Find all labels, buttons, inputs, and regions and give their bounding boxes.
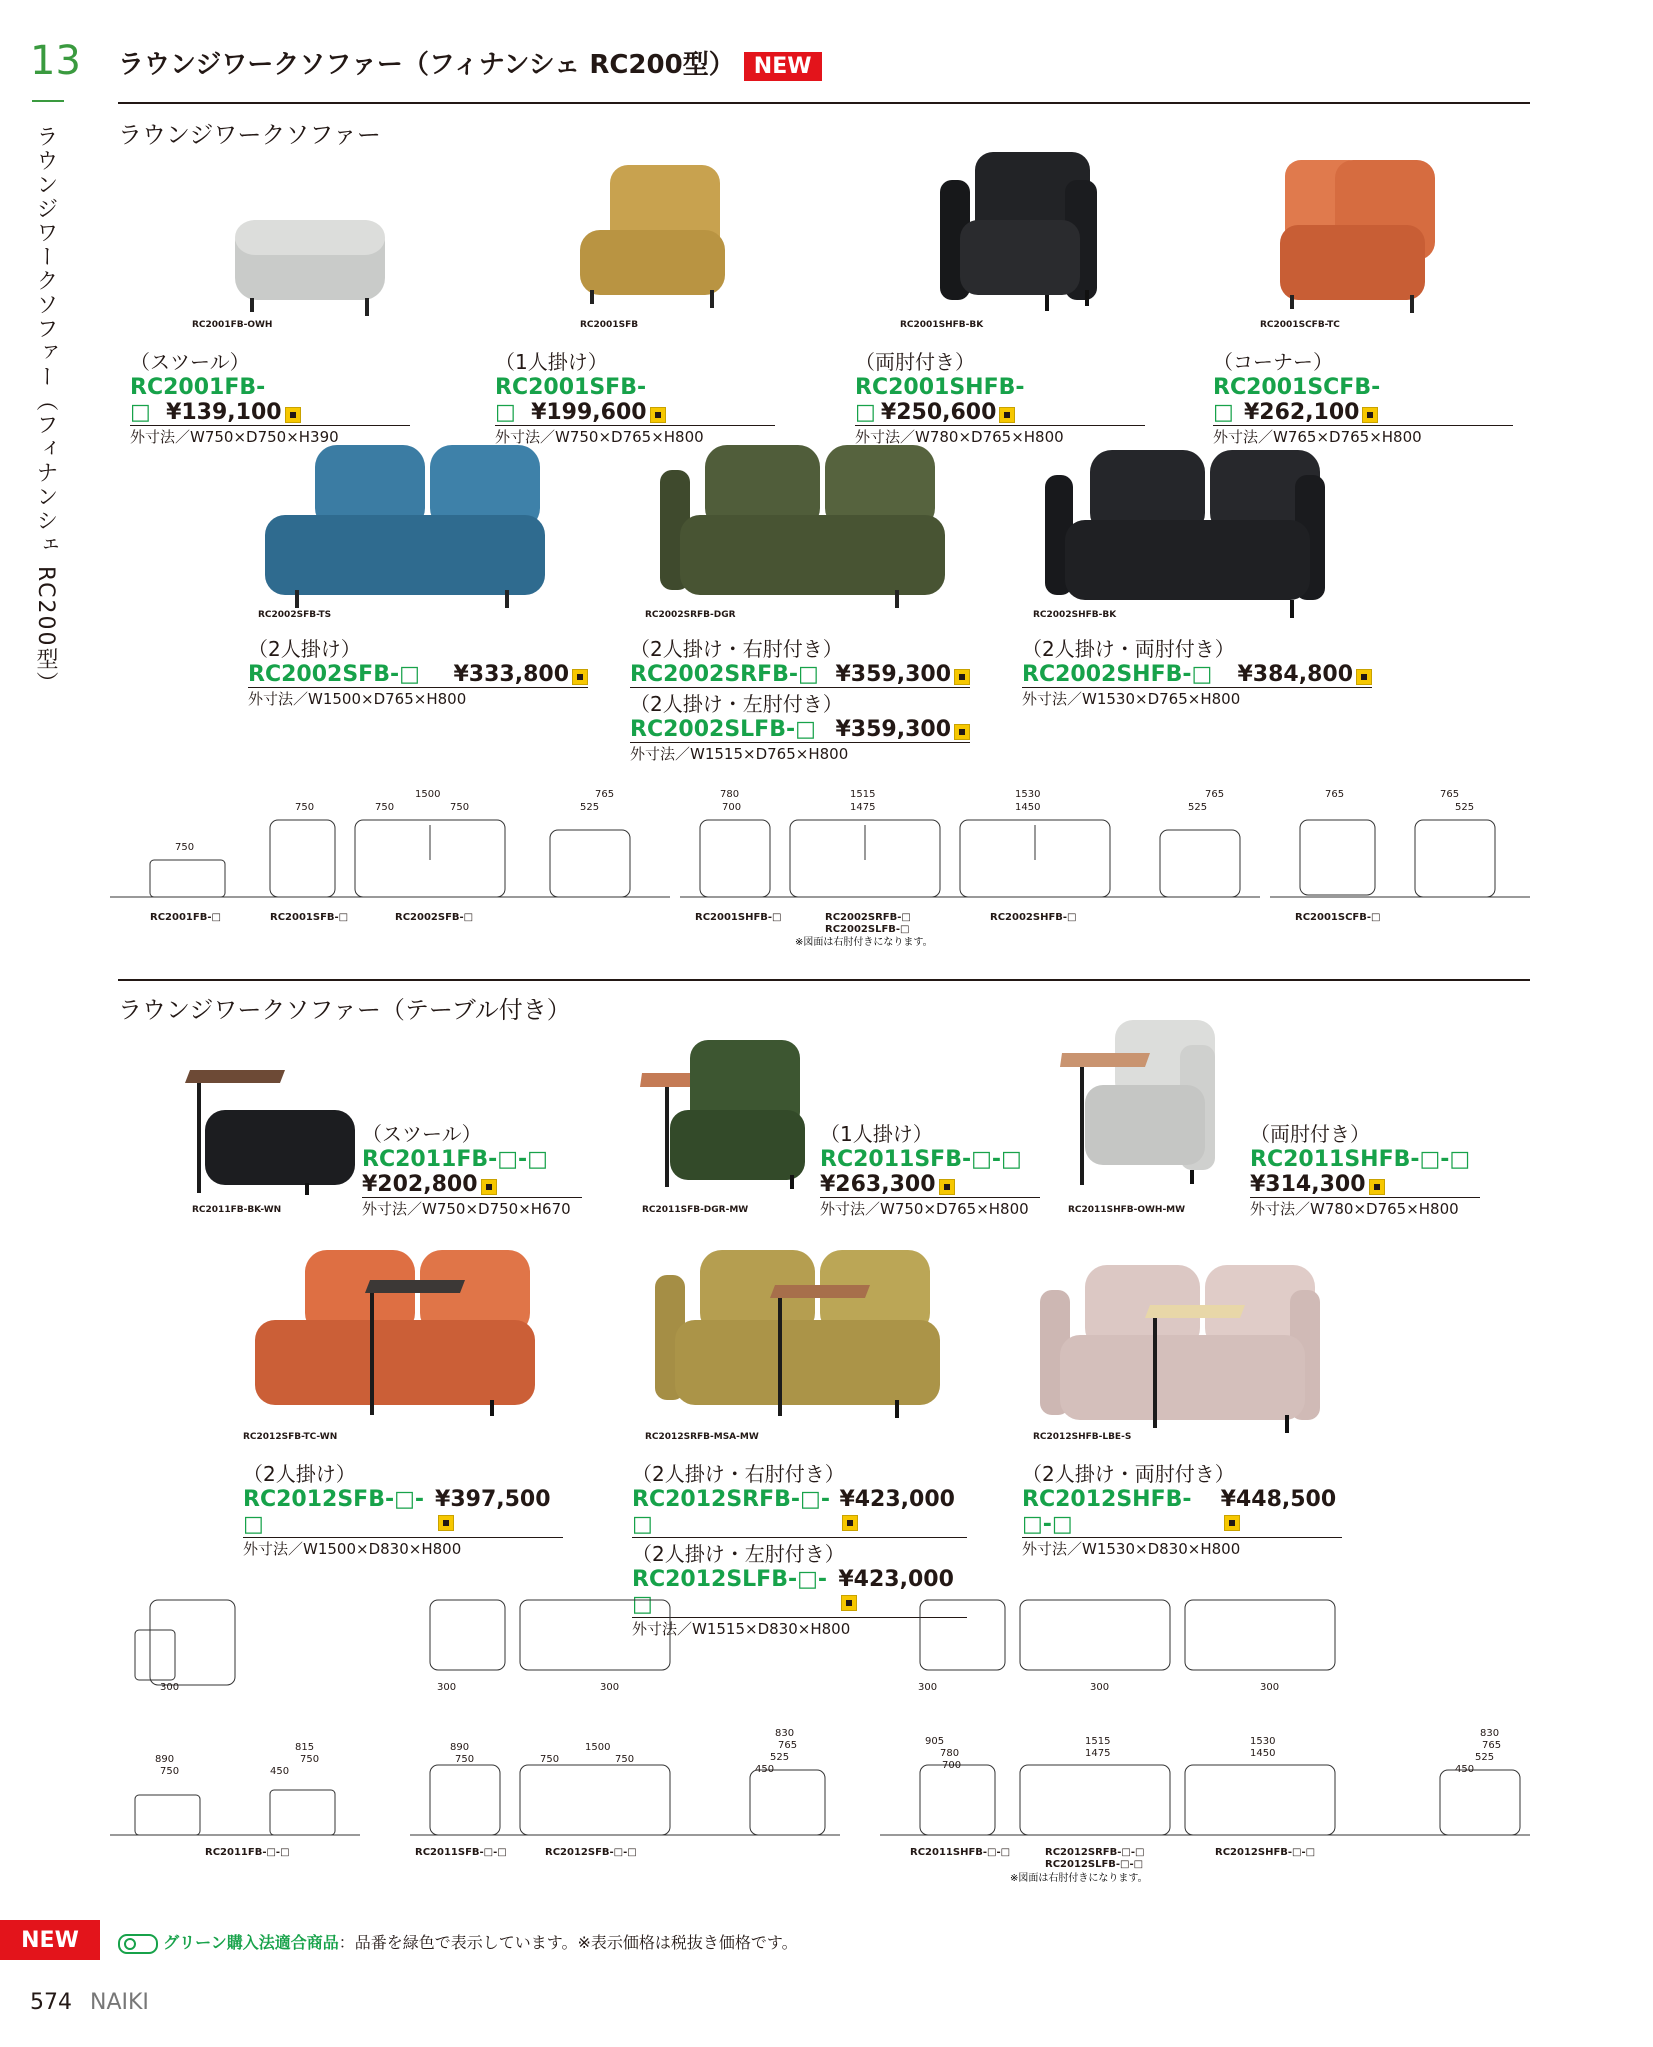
green-purchase-icon: [118, 1934, 158, 1954]
product-type: （2人掛け・左肘付き）: [632, 1542, 845, 1566]
green-mark-icon: [650, 407, 666, 423]
product-block: [248, 633, 588, 709]
product-dims: 外寸法／W750×D765×H800: [495, 428, 704, 446]
product-type: （スツール）: [362, 1122, 482, 1146]
green-mark-icon: [939, 1179, 955, 1195]
product-type: （2人掛け・両肘付き）: [1022, 637, 1235, 661]
two-seat-both-arms-sofa-image: [1040, 445, 1340, 625]
green-mark-icon: [1224, 1515, 1240, 1531]
svg-text:750: 750: [615, 1754, 635, 1765]
model-label: RC2012SFB-TC-WN: [243, 1432, 338, 1442]
product-dims: 外寸法／W780×D765×H800: [855, 428, 1064, 446]
svg-text:1450: 1450: [1250, 1748, 1276, 1759]
drawing-label: RC2002SHFB-□: [990, 912, 1077, 923]
product-block: [630, 633, 970, 764]
svg-text:765: 765: [1205, 789, 1225, 800]
svg-text:450: 450: [270, 1766, 290, 1777]
product-block: [855, 346, 1145, 447]
svg-text:765: 765: [595, 789, 615, 800]
product-dims: 外寸法／W750×D765×H800: [820, 1200, 1029, 1218]
brand-name: NAIKI: [90, 1990, 149, 2015]
two-seat-right-arm-sofa-image: [655, 440, 955, 615]
product-price: ¥384,800: [1237, 662, 1353, 687]
section-title: ラウンジワークソファー: [118, 121, 381, 149]
green-mark-icon: [481, 1179, 497, 1195]
svg-text:300: 300: [437, 1682, 457, 1693]
drawing-label: RC2012SLFB-□-□: [1045, 1859, 1144, 1870]
svg-text:525: 525: [770, 1752, 790, 1763]
product-code: RC2002SLFB-□: [630, 717, 816, 742]
product-dims: 外寸法／W750×D750×H670: [362, 1200, 571, 1218]
product-code: RC2001SCFB-□: [1213, 375, 1381, 425]
product-type: （2人掛け）: [243, 1462, 356, 1486]
table-two-seat-both-arms-sofa-image: [1035, 1260, 1335, 1445]
table-two-seat-sofa-image: [250, 1245, 550, 1425]
product-type: （1人掛け）: [495, 350, 608, 374]
green-mark-icon: [1362, 407, 1378, 423]
drawing-label: RC2001FB-□: [150, 912, 221, 923]
svg-text:765: 765: [1440, 789, 1460, 800]
svg-text:750: 750: [375, 802, 395, 813]
product-type: （スツール）: [130, 350, 250, 374]
side-title: ラウンジワークソファー（フィナンシェ RC200型）: [33, 125, 58, 696]
product-type: （2人掛け・両肘付き）: [1022, 1462, 1235, 1486]
product-type: （2人掛け）: [248, 637, 361, 661]
model-label: RC2001SCFB-TC: [1260, 320, 1340, 330]
green-mark-icon: [285, 407, 301, 423]
svg-text:525: 525: [1188, 802, 1208, 813]
svg-text:750: 750: [300, 1754, 320, 1765]
product-code: RC2002SRFB-□: [630, 662, 819, 687]
product-code: RC2011SHFB-□-□: [1250, 1147, 1471, 1172]
model-label: RC2012SHFB-LBE-S: [1033, 1432, 1132, 1442]
green-mark-icon: [438, 1515, 454, 1531]
product-dims: 外寸法／W1515×D765×H800: [630, 745, 849, 763]
table-stool-image: [185, 1065, 360, 1200]
product-type: （1人掛け）: [820, 1122, 933, 1146]
product-code: RC2001FB-□: [130, 375, 266, 425]
green-mark-icon: [842, 1515, 858, 1531]
svg-text:750: 750: [455, 1754, 475, 1765]
table-two-seat-right-arm-sofa-image: [650, 1245, 950, 1430]
svg-text:750: 750: [295, 802, 315, 813]
product-code: RC2012SLFB-□-□: [632, 1567, 828, 1617]
footer-new-badge: NEW: [0, 1920, 100, 1960]
svg-text:1475: 1475: [850, 802, 876, 813]
svg-text:780: 780: [940, 1748, 960, 1759]
footer-note: [118, 1930, 798, 1954]
product-type: （両肘付き）: [1250, 1122, 1370, 1146]
product-code: RC2012SFB-□-□: [243, 1487, 425, 1537]
model-label: RC2011SFB-DGR-MW: [642, 1205, 749, 1215]
svg-text:300: 300: [918, 1682, 938, 1693]
product-dims: 外寸法／W765×D765×H800: [1213, 428, 1422, 446]
drawing-label: RC2011FB-□-□: [205, 1847, 290, 1858]
product-price: ¥139,100: [166, 400, 282, 425]
svg-text:525: 525: [1455, 802, 1475, 813]
model-label: RC2002SFB-TS: [258, 610, 332, 620]
svg-text:700: 700: [722, 802, 742, 813]
product-type: （両肘付き）: [855, 350, 975, 374]
product-block: [1022, 1458, 1342, 1559]
product-code: RC2002SHFB-□: [1022, 662, 1213, 687]
drawing-label: RC2002SRFB-□: [825, 912, 911, 923]
product-price: ¥397,500: [435, 1487, 551, 1512]
product-type: （コーナー）: [1213, 350, 1333, 374]
product-dims: 外寸法／W1500×D765×H800: [248, 690, 467, 708]
product-price: ¥314,300: [1250, 1172, 1366, 1197]
svg-text:765: 765: [1325, 789, 1345, 800]
product-type: （2人掛け・左肘付き）: [630, 692, 843, 716]
model-label: RC2011SHFB-OWH-MW: [1068, 1205, 1186, 1215]
footer-note-text: ：品番を緑色で表示しています。※表示価格は税抜き価格です。: [338, 1933, 798, 1952]
svg-text:300: 300: [600, 1682, 620, 1693]
product-type: （2人掛け・右肘付き）: [630, 637, 843, 661]
product-dims: 外寸法／W750×D750×H390: [130, 428, 339, 446]
page-title: [118, 44, 822, 81]
svg-text:1450: 1450: [1015, 802, 1041, 813]
svg-text:525: 525: [580, 802, 600, 813]
drawing-note: ※図面は右肘付きになります。: [795, 937, 933, 948]
product-price: ¥423,000: [839, 1487, 955, 1512]
product-dims: 外寸法／W1515×D830×H800: [632, 1620, 851, 1638]
header-rule: [118, 102, 1530, 104]
svg-text:750: 750: [540, 1754, 560, 1765]
stool-image: [230, 210, 390, 320]
two-seat-sofa-image: [260, 440, 560, 615]
svg-text:450: 450: [1455, 1764, 1475, 1775]
product-dims: 外寸法／W1500×D830×H800: [243, 1540, 462, 1558]
green-mark-icon: [1369, 1179, 1385, 1195]
product-price: ¥202,800: [362, 1172, 478, 1197]
svg-text:1475: 1475: [1085, 1748, 1111, 1759]
drawing-label: RC2012SFB-□-□: [545, 1847, 637, 1858]
svg-text:1500: 1500: [585, 1742, 611, 1753]
table-single-sofa-image: [640, 1035, 810, 1195]
product-code: RC2011SFB-□-□: [820, 1147, 1022, 1172]
svg-text:750: 750: [450, 802, 470, 813]
svg-text:700: 700: [942, 1760, 962, 1771]
svg-text:890: 890: [155, 1754, 175, 1765]
svg-text:765: 765: [1482, 1740, 1502, 1751]
svg-text:750: 750: [175, 842, 195, 853]
product-price: ¥423,000: [838, 1567, 954, 1592]
svg-text:830: 830: [1480, 1728, 1500, 1739]
product-price: ¥262,100: [1243, 400, 1360, 425]
product-dims: 外寸法／W1530×D765×H800: [1022, 690, 1241, 708]
product-price: ¥359,300: [835, 717, 951, 742]
chapter-number: 13: [30, 38, 81, 84]
green-purchase-label: グリーン購入法適合商品: [163, 1933, 339, 1952]
drawing-label: RC2001SHFB-□: [695, 912, 782, 923]
corner-sofa-image: [1275, 155, 1445, 320]
new-badge: NEW: [744, 52, 822, 81]
drawing-label: RC2012SHFB-□-□: [1215, 1847, 1316, 1858]
section-title: ラウンジワークソファー（テーブル付き）: [118, 996, 571, 1024]
chapter-divider: [32, 100, 64, 102]
product-code: RC2012SRFB-□-□: [632, 1487, 830, 1537]
product-block: [1213, 346, 1513, 447]
product-code: RC2012SHFB-□-□: [1022, 1487, 1192, 1537]
drawing-label: RC2011SHFB-□-□: [910, 1847, 1011, 1858]
svg-text:1530: 1530: [1015, 789, 1041, 800]
green-mark-icon: [954, 669, 970, 685]
product-price: ¥333,800: [453, 662, 569, 687]
svg-text:300: 300: [1090, 1682, 1110, 1693]
model-label: RC2001FB-OWH: [192, 320, 273, 330]
product-price: ¥263,300: [820, 1172, 936, 1197]
svg-text:750: 750: [160, 1766, 180, 1777]
product-block: [362, 1118, 582, 1219]
svg-text:1500: 1500: [415, 789, 441, 800]
model-label: RC2002SHFB-BK: [1033, 610, 1117, 620]
product-code: RC2002SFB-□: [248, 662, 420, 687]
green-mark-icon: [999, 407, 1015, 423]
green-mark-icon: [572, 669, 588, 685]
page-title-text: ラウンジワークソファー（フィナンシェ RC200型）: [118, 50, 735, 80]
svg-text:450: 450: [755, 1764, 775, 1775]
model-label: RC2001SHFB-BK: [900, 320, 984, 330]
drawing-label: RC2001SCFB-□: [1295, 912, 1381, 923]
product-block: [1022, 633, 1372, 709]
armchair-image: [935, 150, 1105, 320]
svg-text:1515: 1515: [850, 789, 876, 800]
product-price: ¥250,600: [880, 400, 997, 425]
model-label: RC2012SRFB-MSA-MW: [645, 1432, 759, 1442]
svg-text:905: 905: [925, 1736, 945, 1747]
single-sofa-image: [575, 160, 735, 320]
green-mark-icon: [1356, 669, 1372, 685]
drawing-note: ※図面は右肘付きになります。: [1010, 1873, 1148, 1884]
dimension-drawings-1: [110, 785, 1530, 955]
drawing-label: RC2012SRFB-□-□: [1045, 1847, 1145, 1858]
product-price: ¥199,600: [531, 400, 647, 425]
svg-text:1530: 1530: [1250, 1736, 1276, 1747]
product-price: ¥359,300: [835, 662, 951, 687]
svg-text:300: 300: [160, 1682, 180, 1693]
drawing-label: RC2002SLFB-□: [825, 924, 910, 935]
green-mark-icon: [954, 724, 970, 740]
table-armchair-image: [1060, 1015, 1240, 1195]
drawing-label: RC2001SFB-□: [270, 912, 349, 923]
product-block: [130, 346, 410, 447]
svg-text:830: 830: [775, 1728, 795, 1739]
product-block: [1250, 1118, 1480, 1219]
product-dims: 外寸法／W780×D765×H800: [1250, 1200, 1459, 1218]
dimension-drawings-2: [110, 1590, 1530, 1890]
model-label: RC2001SFB: [580, 320, 639, 330]
product-dims: 外寸法／W1530×D830×H800: [1022, 1540, 1241, 1558]
svg-text:300: 300: [1260, 1682, 1280, 1693]
svg-text:1515: 1515: [1085, 1736, 1111, 1747]
product-code: RC2001SHFB-□: [855, 375, 1025, 425]
drawing-label: RC2002SFB-□: [395, 912, 474, 923]
svg-text:780: 780: [720, 789, 740, 800]
page-number: 574: [30, 1990, 72, 2015]
product-code: RC2001SFB-□: [495, 375, 647, 425]
svg-text:815: 815: [295, 1742, 315, 1753]
svg-text:765: 765: [778, 1740, 798, 1751]
drawing-label: RC2011SFB-□-□: [415, 1847, 507, 1858]
svg-text:525: 525: [1475, 1752, 1495, 1763]
product-block: [243, 1458, 563, 1559]
model-label: RC2011FB-BK-WN: [192, 1205, 282, 1215]
product-code: RC2011FB-□-□: [362, 1147, 548, 1172]
product-block: [820, 1118, 1040, 1219]
product-block: [495, 346, 775, 447]
product-type: （2人掛け・右肘付き）: [632, 1462, 845, 1486]
section-rule: [118, 979, 1530, 981]
product-price: ¥448,500: [1220, 1487, 1337, 1512]
svg-text:890: 890: [450, 1742, 470, 1753]
model-label: RC2002SRFB-DGR: [645, 610, 736, 620]
